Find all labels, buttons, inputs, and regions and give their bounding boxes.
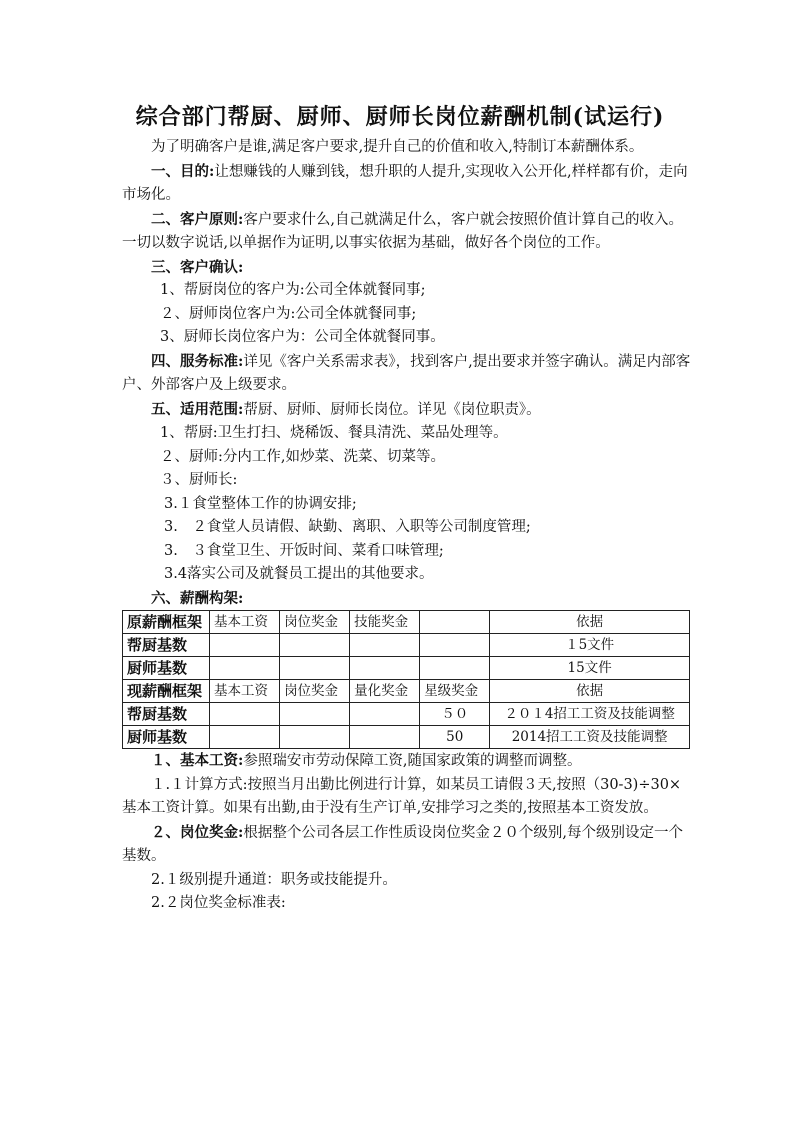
- section-basic-salary-label: １、基本工资:: [151, 752, 244, 769]
- section-purpose-label: 一、目的:: [151, 162, 215, 180]
- list-subitem: 3. ２食堂人员请假、缺勤、离职、入职等公司制度管理;: [164, 519, 531, 535]
- document-title: 综合部门帮厨、厨师、厨师长岗位薪酬机制(试运行): [135, 104, 665, 130]
- table-cell: 基本工资: [210, 680, 280, 703]
- list-subitem: 3.4落实公司及就餐员工提出的其他要求。: [164, 566, 434, 582]
- section-service-standard: [122, 350, 692, 398]
- section-basic-salary-text: 参照瑞安市劳动保障工资,随国家政策的调整而调整。: [243, 753, 582, 769]
- table-cell: [280, 657, 350, 680]
- table-cell: [280, 703, 350, 726]
- table-cell: 岗位奖金: [280, 611, 350, 634]
- table-cell: 量化奖金: [350, 680, 420, 703]
- table-cell: [350, 657, 420, 680]
- table-cell: 岗位奖金: [280, 680, 350, 703]
- section-salary-structure-label: 六、薪酬构架:: [151, 589, 244, 607]
- table-cell: 依据: [490, 611, 690, 634]
- table-cell: 帮厨基数: [123, 634, 210, 657]
- table-row: [123, 680, 690, 703]
- table-cell: 依据: [490, 680, 690, 703]
- section-customer-confirm-label: 三、客户确认:: [151, 258, 244, 276]
- table-row: [123, 726, 690, 749]
- section-customer-principle-text: 客户要求什么,自己就满足什么，客户就会按照价值计算自己的收入。一切以数字说话,以单据作为证明,以事实依据为基础，做好各个岗位的工作。: [122, 211, 683, 251]
- table-cell: ２０１4招工工资及技能调整: [490, 703, 690, 726]
- list-item: ２、厨师:分内工作,如炒菜、洗菜、切菜等。: [160, 448, 445, 465]
- table-cell: 15文件: [490, 657, 690, 680]
- section-purpose-text: 让想赚钱的人赚到钱，想升职的人提升,实现收入公开化,样样都有价，走向市场化。: [122, 163, 688, 203]
- section-purpose: [122, 160, 692, 208]
- section-position-bonus-text: 根据整个公司各层工作性质设岗位奖金２０个级别,每个级别设定一个基数。: [122, 824, 683, 864]
- table-cell: [210, 657, 280, 680]
- list-item: 3、厨师长岗位客户为：公司全体就餐同事。: [160, 329, 445, 345]
- section-basic-salary: [122, 749, 692, 774]
- table-cell: [210, 726, 280, 749]
- table-cell: [280, 726, 350, 749]
- basic-salary-calculation: １.１计算方式:按照当月出勤比例进行计算，如某员工请假３天,按照（30-3)÷30×基本工资计算。如果有出勤,由于没有生产订单,安排学习之类的,按照基本工资发放。: [122, 776, 682, 816]
- table-cell: [420, 657, 490, 680]
- table-cell: [350, 634, 420, 657]
- table-cell: [350, 726, 420, 749]
- table-cell: [420, 634, 490, 657]
- table-cell: 帮厨基数: [123, 703, 210, 726]
- list-item: ２、厨师岗位客户为:公司全体就餐同事;: [160, 305, 417, 322]
- list-item: 1、帮厨:卫生打扫、烧稀饭、餐具清洗、菜品处理等。: [160, 425, 508, 441]
- list-item: ３、厨师长:: [160, 472, 238, 488]
- table-row: [123, 611, 690, 634]
- table-cell: 厨师基数: [123, 726, 210, 749]
- document-body: [122, 136, 692, 916]
- section-scope-label: 五、适用范围:: [151, 400, 244, 418]
- list-subitem: 3. ３食堂卫生、开饭时间、菜肴口味管理;: [164, 542, 444, 559]
- section-customer-principle-label: 二、客户原则:: [151, 210, 244, 228]
- table-row: [123, 657, 690, 680]
- table-cell: 基本工资: [210, 611, 280, 634]
- table-row: [123, 634, 690, 657]
- table-cell: [350, 703, 420, 726]
- list-item: 1、帮厨岗位的客户为:公司全体就餐同事;: [160, 282, 426, 298]
- section-position-bonus-label: ２、岗位奖金:: [151, 823, 244, 841]
- section-position-bonus: [122, 821, 692, 869]
- table-cell: １5文件: [490, 634, 690, 657]
- table-cell: 现薪酬框架: [123, 680, 210, 703]
- table-cell: [210, 634, 280, 657]
- position-bonus-standard: 2.２岗位奖金标准表:: [151, 895, 286, 911]
- table-row: [123, 703, 690, 726]
- table-cell: 原薪酬框架: [123, 611, 210, 634]
- section-scope-text: 帮厨、厨师、厨师长岗位。详见《岗位职责》。: [243, 401, 541, 418]
- table-cell: [280, 634, 350, 657]
- salary-table: [122, 610, 690, 749]
- list-subitem: 3.１食堂整体工作的协调安排;: [164, 495, 357, 512]
- position-bonus-promotion: 2.１级别提升通道：职务或技能提升。: [151, 871, 397, 888]
- section-service-standard-label: 四、服务标准:: [151, 352, 244, 370]
- table-cell: 技能奖金: [350, 611, 420, 634]
- table-cell: [420, 611, 490, 634]
- table-cell: [210, 703, 280, 726]
- table-cell: 厨师基数: [123, 657, 210, 680]
- section-scope: [122, 398, 692, 423]
- table-cell: ５０: [420, 703, 490, 726]
- section-service-standard-text: 详见《客户关系需求表》，找到客户,提出要求并签字确认。满足内部客户、外部客户及上级要求。: [122, 353, 691, 393]
- section-customer-principle: [122, 208, 692, 256]
- table-cell: 50: [420, 726, 490, 749]
- table-cell: 星级奖金: [420, 680, 490, 703]
- table-cell: 2014招工工资及技能调整: [490, 726, 690, 749]
- intro-paragraph: 为了明确客户是谁,满足客户要求,提升自己的价值和收入,特制订本薪酬体系。: [151, 139, 644, 155]
